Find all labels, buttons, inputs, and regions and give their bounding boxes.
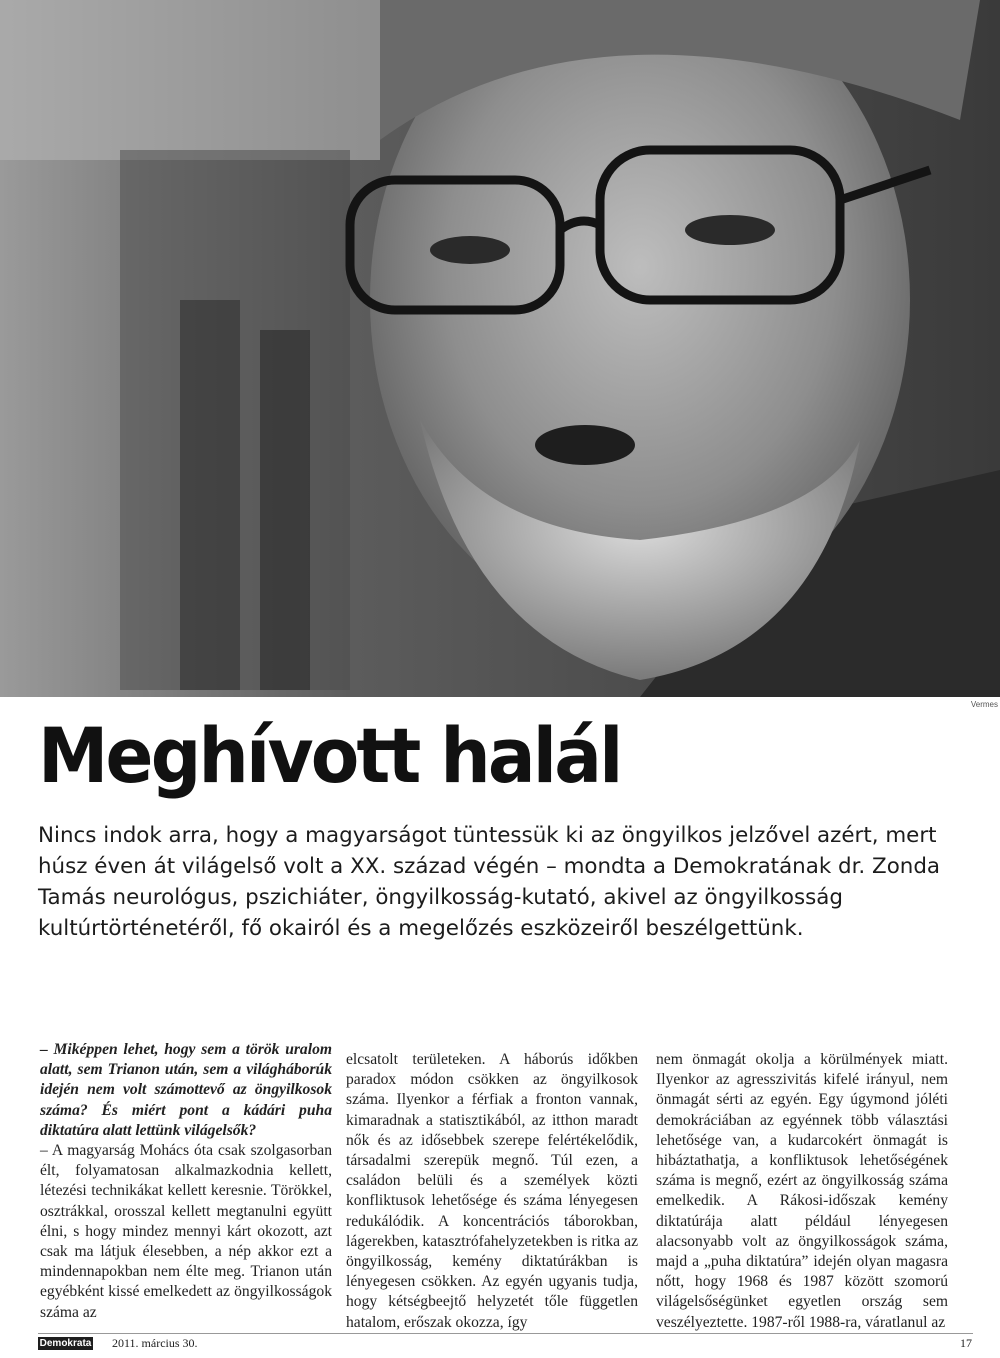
photo-credit: Vermes (970, 700, 998, 709)
article-headline: Meghívott halál (38, 711, 621, 800)
page-number: 17 (960, 1336, 972, 1350)
column-text: nem önmagát okolja a körülmények miatt. Ilyenkor az agresszivitás kifelé irányul, nem önmagát sérti az egyén. Egy úgymond jóléti demokráciában az egyénnek több választási lehetősége van, a kudarcokért önmagát is hibáztathatja, a konfliktusok lehetőségének száma is megnő, ezért az öngyilkosság száma emelkedik. A Rákosi-időszak kemény diktatúrája alatt például lényegesen alacsonyabb volt az öngyilkosságok száma, majd a „puha diktatúra” idején olyan magasra nőtt, hogy 1968 és 1987 között szomorú világelsőségünket egyetlen ország sem veszélyeztette. 1987-ről 1988-ra, váratlanul az (656, 1051, 948, 1331)
interview-answer: – A magyarság Mohács óta csak szolgasorban élt, folyamatosan alkalmazkodnia kellett, létezési technikákat kellett keresnie. Törökkel, osztrákkal, orosszal kellett megtanulni együtt élni, s hogy mindez mennyi kárt okozott, azt csak ma látjuk élesebben, a nép akkor ezt a mindennapokban nem élte meg. Trianon után egyébként kissé emelkedett az öngyilkosságok száma az (40, 1142, 332, 1321)
article-lead: Nincs indok arra, hogy a magyarságot tüntessük ki az öngyilkos jelzővel azért, mert húsz éven át világelső volt a XX. század végén – mondta a Demokratának dr. Zonda Tamás neurológus, pszichiáter, öngyilkosság-kutató, akivel az öngyilkosság kultúrtörténetéről, fő okairól és a megelőzés eszközeiről beszélgettünk. (38, 823, 941, 941)
footer-divider (38, 1333, 973, 1334)
column-text: elcsatolt területeken. A háborús időkben paradox módon csökken az öngyilkosok száma. Ilyenkor a férfiak a fronton vannak, kimaradnak a statisztikából, az itthon maradt nők és az idősebbek szerepe felértékelődik, társadalmi szerepük megnő. Túl ezen, a családon belüli és a személyek közti konfliktusok lehetősége és száma lényegesen redukálódik. A koncentrációs táborokban, lágerekben, katasztrófahelyzetekben is ritka az öngyilkosság, kemény diktatúrákban is lényegesen csökken. Az egyén ugyanis tudja, hogy kétségbeejtő helyzetét tőle független hatalom, erőszak okozza, így (346, 1051, 638, 1331)
magazine-logo: Demokrata (39, 1338, 92, 1349)
article-column-1 (40, 1040, 332, 1323)
interview-question: – Miképpen lehet, hogy sem a török uralom alatt, sem Trianon után, sem a világháborúk idején nem volt számottevő az öngyilkosok száma? És miért pont a kádári puha diktatúra alatt lettünk világelsők? (40, 1041, 332, 1139)
article-column-3 (656, 1050, 948, 1333)
article-column-2 (346, 1050, 638, 1333)
issue-date: 2011. március 30. (112, 1336, 198, 1350)
